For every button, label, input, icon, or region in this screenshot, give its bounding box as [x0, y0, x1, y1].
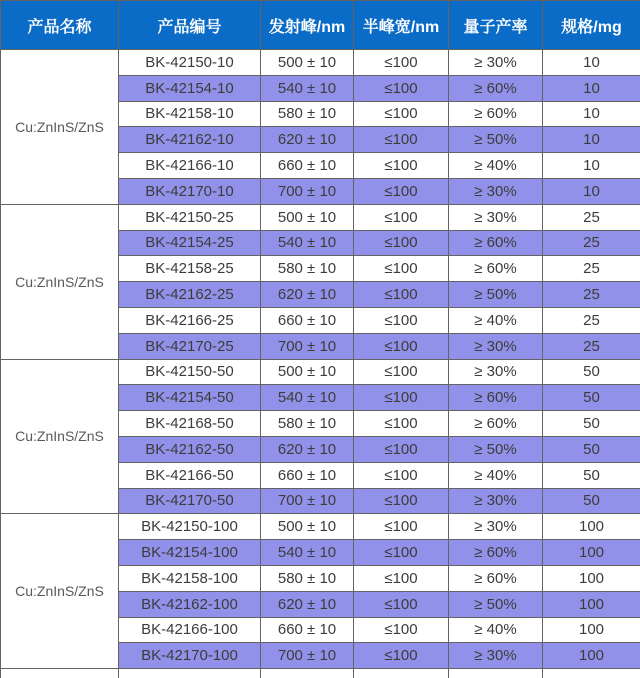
- emission-cell: 660 ± 10: [261, 153, 354, 179]
- spec-cell: 100: [543, 617, 640, 643]
- spec-cell: 100: [543, 540, 640, 566]
- header-quantum-yield: 量子产率: [449, 1, 543, 50]
- code-cell: BK-42170-100: [119, 643, 261, 669]
- emission-cell: 620 ± 10: [261, 282, 354, 308]
- product-name-cell: [1, 669, 119, 678]
- fwhm-cell: ≤100: [354, 411, 449, 437]
- code-cell: BK-42166-10: [119, 153, 261, 179]
- spec-cell: 10: [543, 101, 640, 127]
- code-cell: BK-42168-50: [119, 411, 261, 437]
- fwhm-cell: ≤100: [354, 307, 449, 333]
- spec-cell: 100: [543, 591, 640, 617]
- code-cell: BK-42162-50: [119, 436, 261, 462]
- spec-cell: 25: [543, 230, 640, 256]
- fwhm-cell: ≤100: [354, 127, 449, 153]
- emission-cell: 540 ± 10: [261, 540, 354, 566]
- table-row-clipped: [1, 669, 640, 678]
- spec-cell: 50: [543, 411, 640, 437]
- qy-cell: ≥ 60%: [449, 75, 543, 101]
- qy-cell: ≥ 30%: [449, 204, 543, 230]
- code-cell: BK-42162-100: [119, 591, 261, 617]
- table-row: [1, 50, 640, 76]
- qy-cell: ≥ 40%: [449, 617, 543, 643]
- header-product-code: 产品编号: [119, 1, 261, 50]
- emission-cell: 580 ± 10: [261, 101, 354, 127]
- fwhm-cell: ≤100: [354, 50, 449, 76]
- spec-cell: 50: [543, 488, 640, 514]
- qy-cell: ≥ 60%: [449, 385, 543, 411]
- code-cell: BK-42162-25: [119, 282, 261, 308]
- emission-cell: 500 ± 10: [261, 50, 354, 76]
- spec-cell: 10: [543, 127, 640, 153]
- fwhm-cell: [354, 669, 449, 678]
- fwhm-cell: ≤100: [354, 256, 449, 282]
- spec-cell: 10: [543, 178, 640, 204]
- qy-cell: ≥ 40%: [449, 462, 543, 488]
- emission-cell: 620 ± 10: [261, 591, 354, 617]
- spec-cell: 100: [543, 514, 640, 540]
- emission-cell: 660 ± 10: [261, 462, 354, 488]
- fwhm-cell: ≤100: [354, 436, 449, 462]
- product-name-cell: Cu:ZnInS/ZnS: [1, 359, 119, 514]
- fwhm-cell: ≤100: [354, 204, 449, 230]
- code-cell: BK-42154-25: [119, 230, 261, 256]
- fwhm-cell: ≤100: [354, 462, 449, 488]
- qy-cell: ≥ 50%: [449, 127, 543, 153]
- spec-cell: 50: [543, 462, 640, 488]
- header-fwhm: 半峰宽/nm: [354, 1, 449, 50]
- fwhm-cell: ≤100: [354, 282, 449, 308]
- code-cell: BK-42150-10: [119, 50, 261, 76]
- fwhm-cell: ≤100: [354, 617, 449, 643]
- code-cell: BK-42162-10: [119, 127, 261, 153]
- spec-cell: 100: [543, 643, 640, 669]
- fwhm-cell: ≤100: [354, 385, 449, 411]
- code-cell: BK-42154-50: [119, 385, 261, 411]
- emission-cell: 660 ± 10: [261, 307, 354, 333]
- emission-cell: 540 ± 10: [261, 75, 354, 101]
- spec-cell: 10: [543, 75, 640, 101]
- fwhm-cell: ≤100: [354, 565, 449, 591]
- fwhm-cell: ≤100: [354, 75, 449, 101]
- qy-cell: ≥ 60%: [449, 565, 543, 591]
- spec-cell: 50: [543, 385, 640, 411]
- emission-cell: 580 ± 10: [261, 565, 354, 591]
- emission-cell: 700 ± 10: [261, 488, 354, 514]
- code-cell: BK-42150-100: [119, 514, 261, 540]
- code-cell: BK-42170-25: [119, 333, 261, 359]
- code-cell: BK-42166-100: [119, 617, 261, 643]
- qy-cell: ≥ 30%: [449, 359, 543, 385]
- emission-cell: 660 ± 10: [261, 617, 354, 643]
- spec-cell: 25: [543, 333, 640, 359]
- emission-cell: 700 ± 10: [261, 333, 354, 359]
- qy-cell: ≥ 60%: [449, 101, 543, 127]
- emission-cell: 620 ± 10: [261, 127, 354, 153]
- spec-cell: 10: [543, 153, 640, 179]
- emission-cell: 580 ± 10: [261, 411, 354, 437]
- fwhm-cell: ≤100: [354, 591, 449, 617]
- code-cell: BK-42170-50: [119, 488, 261, 514]
- code-cell: BK-42158-10: [119, 101, 261, 127]
- fwhm-cell: ≤100: [354, 643, 449, 669]
- qy-cell: ≥ 50%: [449, 591, 543, 617]
- code-cell: BK-42154-100: [119, 540, 261, 566]
- fwhm-cell: ≤100: [354, 178, 449, 204]
- qy-cell: ≥ 50%: [449, 436, 543, 462]
- code-cell: BK-42150-50: [119, 359, 261, 385]
- fwhm-cell: ≤100: [354, 230, 449, 256]
- emission-cell: 500 ± 10: [261, 359, 354, 385]
- emission-cell: [261, 669, 354, 678]
- fwhm-cell: ≤100: [354, 540, 449, 566]
- code-cell: [119, 669, 261, 678]
- emission-cell: 620 ± 10: [261, 436, 354, 462]
- spec-cell: 50: [543, 436, 640, 462]
- spec-cell: 25: [543, 204, 640, 230]
- qy-cell: ≥ 30%: [449, 514, 543, 540]
- emission-cell: 500 ± 10: [261, 204, 354, 230]
- fwhm-cell: ≤100: [354, 333, 449, 359]
- qy-cell: ≥ 30%: [449, 643, 543, 669]
- qy-cell: ≥ 30%: [449, 50, 543, 76]
- emission-cell: 500 ± 10: [261, 514, 354, 540]
- product-name-cell: Cu:ZnInS/ZnS: [1, 514, 119, 669]
- header-product-name: 产品名称: [1, 1, 119, 50]
- qy-cell: [449, 669, 543, 678]
- fwhm-cell: ≤100: [354, 153, 449, 179]
- fwhm-cell: ≤100: [354, 488, 449, 514]
- code-cell: BK-42170-10: [119, 178, 261, 204]
- emission-cell: 540 ± 10: [261, 385, 354, 411]
- table-row: [1, 359, 640, 385]
- code-cell: BK-42158-25: [119, 256, 261, 282]
- fwhm-cell: ≤100: [354, 359, 449, 385]
- code-cell: BK-42166-25: [119, 307, 261, 333]
- spec-cell: 25: [543, 307, 640, 333]
- code-cell: BK-42166-50: [119, 462, 261, 488]
- spec-cell: 10: [543, 50, 640, 76]
- header-spec-mg: 规格/mg: [543, 1, 640, 50]
- qy-cell: ≥ 60%: [449, 411, 543, 437]
- table-header-row: [1, 1, 640, 50]
- qy-cell: ≥ 30%: [449, 333, 543, 359]
- qy-cell: ≥ 60%: [449, 540, 543, 566]
- emission-cell: 540 ± 10: [261, 230, 354, 256]
- qy-cell: ≥ 30%: [449, 488, 543, 514]
- code-cell: BK-42158-100: [119, 565, 261, 591]
- fwhm-cell: ≤100: [354, 514, 449, 540]
- header-emission-peak: 发射峰/nm: [261, 1, 354, 50]
- spec-cell: 25: [543, 256, 640, 282]
- code-cell: BK-42154-10: [119, 75, 261, 101]
- table-row: [1, 514, 640, 540]
- product-name-cell: Cu:ZnInS/ZnS: [1, 50, 119, 205]
- emission-cell: 700 ± 10: [261, 643, 354, 669]
- qy-cell: ≥ 30%: [449, 178, 543, 204]
- qy-cell: ≥ 40%: [449, 153, 543, 179]
- emission-cell: 700 ± 10: [261, 178, 354, 204]
- code-cell: BK-42150-25: [119, 204, 261, 230]
- qy-cell: ≥ 50%: [449, 282, 543, 308]
- table-row: [1, 204, 640, 230]
- qy-cell: ≥ 60%: [449, 256, 543, 282]
- spec-cell: 100: [543, 565, 640, 591]
- spec-cell: 25: [543, 282, 640, 308]
- product-name-cell: Cu:ZnInS/ZnS: [1, 204, 119, 359]
- qy-cell: ≥ 60%: [449, 230, 543, 256]
- emission-cell: 580 ± 10: [261, 256, 354, 282]
- spec-cell: 50: [543, 359, 640, 385]
- spec-cell: [543, 669, 640, 678]
- fwhm-cell: ≤100: [354, 101, 449, 127]
- qy-cell: ≥ 40%: [449, 307, 543, 333]
